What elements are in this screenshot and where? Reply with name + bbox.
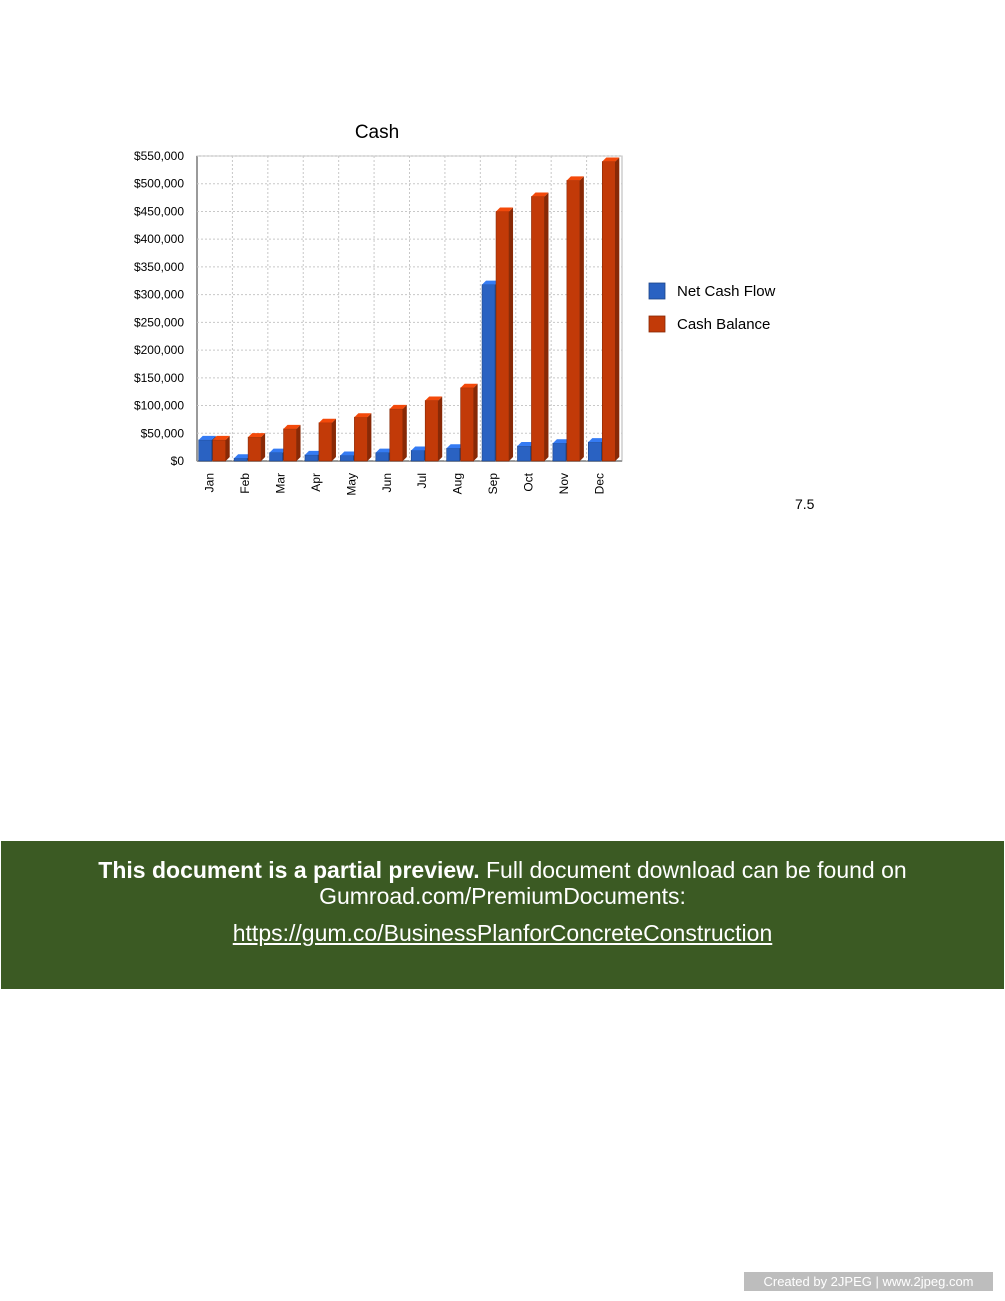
x-axis-labels — [203, 472, 607, 495]
bar-front — [340, 455, 353, 461]
bar-side — [438, 397, 442, 461]
banner-bold-text: This document is a partial preview. — [98, 857, 480, 883]
bar-front — [270, 453, 283, 461]
x-tick-label: Sep — [486, 473, 501, 495]
legend — [649, 283, 776, 333]
x-tick-label: Oct — [521, 473, 536, 492]
banner-message — [1, 857, 1004, 909]
bar — [425, 397, 442, 461]
bar-front — [248, 437, 261, 461]
bar-front — [354, 417, 367, 461]
bar-side — [403, 405, 407, 461]
bar — [602, 158, 619, 461]
page-number: 7.5 — [795, 496, 815, 512]
bar-front — [531, 196, 544, 461]
bar-front — [213, 440, 226, 461]
x-tick-label: May — [344, 473, 359, 496]
bar-side — [226, 436, 230, 461]
bar — [531, 192, 548, 461]
bar — [567, 176, 584, 461]
bar-side — [544, 192, 548, 461]
bar-side — [580, 176, 584, 461]
x-tick-label: Jan — [202, 473, 217, 493]
bar — [461, 384, 478, 461]
y-tick-label: $500,000 — [133, 176, 184, 191]
preview-banner — [1, 841, 1004, 989]
x-tick-label: Mar — [273, 473, 288, 494]
bar — [390, 405, 407, 461]
y-tick-label: $300,000 — [133, 287, 184, 302]
bar-side — [297, 425, 301, 461]
banner-text: Full document download can be found on Gumroad.com/PremiumDocuments: — [319, 857, 907, 909]
legend-swatch — [649, 316, 665, 332]
bar-front — [199, 440, 212, 461]
x-tick-label: Jul — [415, 473, 430, 489]
x-tick-label: Dec — [592, 473, 607, 495]
y-tick-label: $250,000 — [133, 315, 184, 330]
legend-label: Cash Balance — [677, 316, 771, 333]
bar-front — [425, 401, 438, 461]
y-tick-label: $100,000 — [133, 398, 184, 413]
bar-front — [447, 448, 460, 461]
chart-title: Cash — [354, 122, 400, 143]
bar — [496, 207, 513, 461]
y-tick-label: $200,000 — [133, 343, 184, 358]
bar-front — [411, 450, 424, 461]
watermark: Created by 2JPEG | www.2jpeg.com — [744, 1272, 993, 1291]
bar-front — [390, 409, 403, 461]
bar-side — [615, 158, 619, 461]
x-tick-label: Jun — [379, 473, 394, 493]
y-tick-label: $350,000 — [133, 259, 184, 274]
bar-front — [567, 180, 580, 461]
bar-front — [517, 446, 530, 461]
y-axis-labels — [134, 149, 184, 468]
bar-front — [602, 162, 615, 461]
legend-swatch — [649, 283, 665, 299]
y-tick-label: $0 — [170, 454, 184, 468]
bar-front — [553, 443, 566, 461]
bar-side — [474, 384, 478, 461]
bar-front — [461, 388, 474, 461]
x-tick-label: Aug — [450, 473, 465, 495]
bar — [354, 413, 371, 461]
bar-side — [261, 433, 265, 461]
download-link[interactable]: https://gum.co/BusinessPlanforConcreteConstruction — [232, 920, 773, 946]
bar-front — [305, 455, 318, 461]
y-tick-label: $50,000 — [140, 426, 184, 441]
bar-front — [319, 423, 332, 461]
bar-side — [367, 413, 371, 461]
legend-label: Net Cash Flow — [677, 283, 776, 300]
bar-front — [496, 211, 509, 461]
bar-front — [284, 429, 297, 461]
bar-front — [234, 458, 247, 461]
y-tick-label: $450,000 — [133, 204, 184, 219]
bar — [319, 419, 336, 461]
bar — [248, 433, 265, 461]
x-tick-label: Apr — [308, 473, 323, 492]
y-tick-label: $550,000 — [133, 149, 184, 163]
y-tick-label: $400,000 — [133, 232, 184, 247]
bar — [213, 436, 230, 461]
bar-front — [482, 285, 495, 461]
x-tick-label: Nov — [556, 473, 571, 495]
bar — [284, 425, 301, 461]
x-tick-label: Feb — [238, 473, 253, 494]
bar-side — [509, 207, 513, 461]
bar-front — [588, 442, 601, 461]
bar-front — [376, 453, 389, 461]
y-tick-label: $150,000 — [133, 370, 184, 385]
cash-chart — [0, 0, 1005, 560]
bar-side — [332, 419, 336, 461]
